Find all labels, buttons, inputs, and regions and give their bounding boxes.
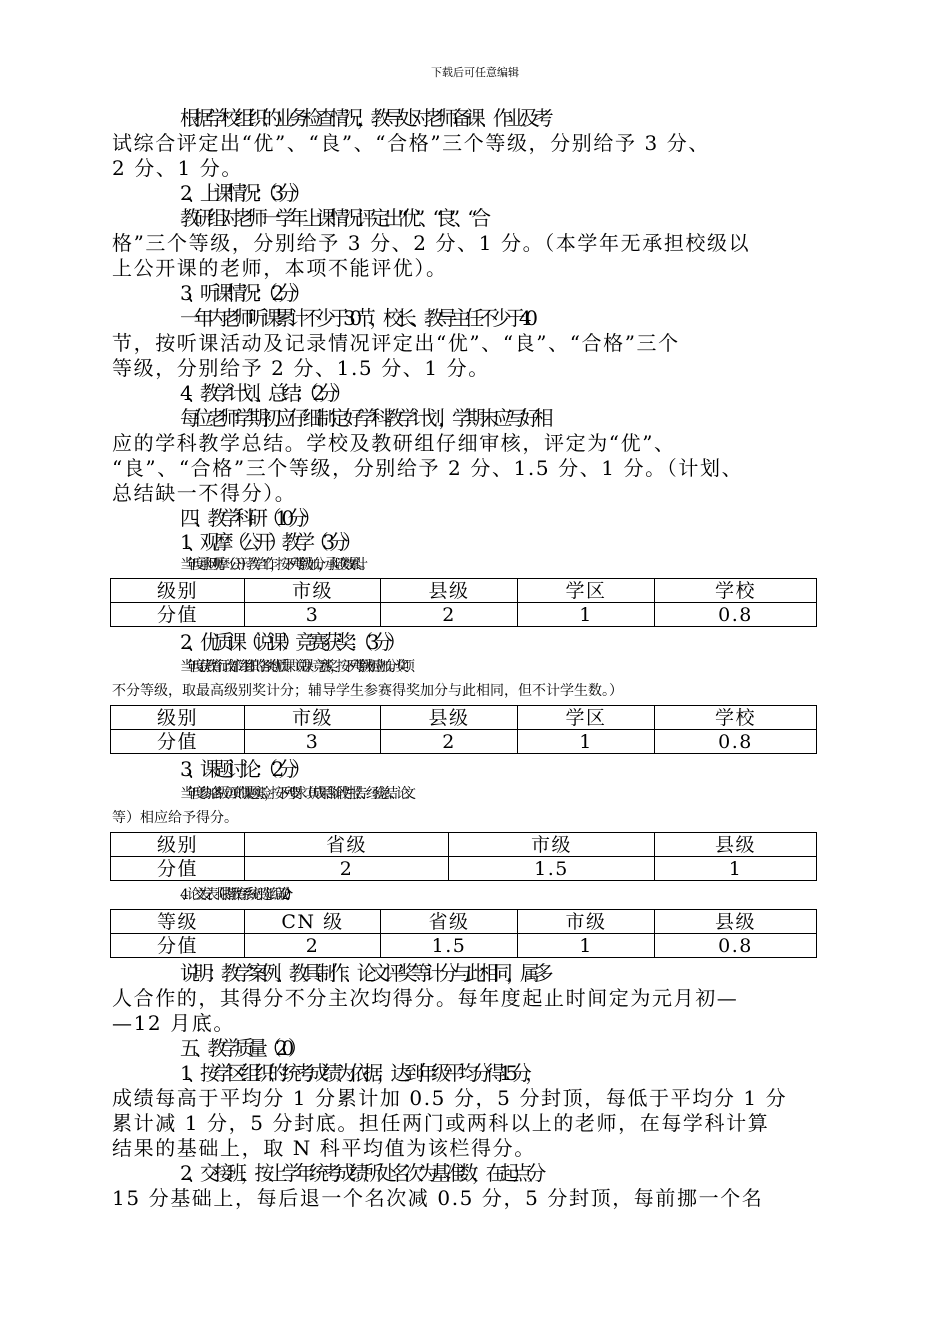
paragraph-line: 成绩每高于平均分 1 分累计加 0.5 分，5 分封顶，每低于平均分 1 分 [112,1086,788,1110]
section-heading: 四、教学科研（10 分） [180,506,316,530]
paragraph-line: “良”、“合格”三个等级，分别给予 2 分、1.5 分、1 分。（计划、 [112,456,744,480]
paragraph-line: 人合作的，其得分不分主次均得分。每年度起止时间定为元月初— [112,986,739,1010]
table-cell: 县级 [381,579,518,603]
table-cell: 县级 [381,706,518,730]
paragraph-line: 一年内老师听课累计不少于 30 节，校长、教导主任不少于 40 [180,306,532,330]
table-cell: 2 [381,603,518,627]
note-line: 等）相应给予得分。 [112,810,238,826]
table-cell: 2 [381,730,518,754]
paragraph-line: 说明：教学案例、教具制作、论文评奖等计分与此相同，属多 [180,961,548,985]
table-cell: CN 级 [245,910,381,934]
paragraph-line: 2 分、1 分。 [112,156,243,180]
paragraph-line: 2、交接班，按上学年统考成绩所处名次为基准数，在起点分 [180,1161,540,1185]
table-cell: 市级 [245,706,381,730]
table-cell: 分值 [111,857,245,881]
paragraph-line: 应的学科教学总结。学校及教研组仔细审核，评定为“优”、 [112,431,676,455]
paragraph-line: 试综合评定出“优”、“良”、“合格”三个等级，分别给予 3 分、 [112,131,710,155]
note-line: 当年度参加各级立项的课题实验，按下列要求（其成果含阶段性报告、经验总结、论文 [180,786,408,802]
score-table-quality-class [110,705,817,754]
table-cell: 县级 [655,833,817,857]
table-cell: 分值 [111,603,245,627]
paragraph-line: 15 分基础上，每后退一个名次减 0.5 分，5 分封顶，每前挪一个名 [112,1186,764,1210]
table-cell: 1 [518,730,655,754]
table-cell: 市级 [449,833,655,857]
table-cell: 2 [245,857,449,881]
table-cell: 等级 [111,910,245,934]
paragraph-line: 每位老师学期初应仔细制定好学科教学计划，学期末应写好相 [180,406,548,430]
score-table-paper [110,909,817,958]
table-cell: 2 [245,934,381,958]
table-cell: 1.5 [381,934,518,958]
paragraph-line: —12 月底。 [112,1011,236,1035]
paragraph-line: 累计减 1 分，5 分封底。担任两门或两科以上的老师，在每学科计算 [112,1111,770,1135]
section-heading: 五、教学质量（20） [180,1036,302,1060]
table-row [111,603,817,627]
table-row [111,730,817,754]
table-cell: 省级 [381,910,518,934]
paragraph-line: 节，按听课活动及记录情况评定出“优”、“良”、“合格”三个 [112,331,680,355]
note-line: 当年度承担观摩（公开）教学工作，按下列等级加分，承担次数累计。 [180,557,366,573]
table-row [111,857,817,881]
section-heading: 2、优质课（说课）竞赛获奖：（3 分） [180,630,401,654]
table-cell: 学区 [518,579,655,603]
paragraph-line: 教研组对老师一学年上课情况评定出“优”、“良”、“合 [180,206,485,230]
table-cell: 1 [518,934,655,958]
paragraph-line: 结果的基础上，取 N 科平均值为该栏得分。 [112,1136,536,1160]
score-table-observation [110,578,817,627]
table-cell: 市级 [518,910,655,934]
paragraph-line: 1、按学区组织的统考成绩为依据，达到年级平均分得 15 分， [180,1061,539,1085]
table-cell: 分值 [111,934,245,958]
table-cell: 学区 [518,706,655,730]
table-cell: 级别 [111,579,245,603]
table-cell: 0.8 [655,603,817,627]
table-cell: 分值 [111,730,245,754]
table-cell: 1 [655,857,817,881]
table-cell: 1 [518,603,655,627]
table-cell: 学校 [655,706,817,730]
table-header-row [111,579,817,603]
paragraph-line: 格”三个等级，分别给予 3 分、2 分、1 分。（本学年无承担校级以 [112,231,751,255]
table-cell: 县级 [655,910,817,934]
table-cell: 学校 [655,579,817,603]
paragraph-line: 总结缺一不得分）。 [112,481,297,505]
table-cell: 省级 [245,833,449,857]
table-cell: 级别 [111,706,245,730]
table-cell: 0.8 [655,934,817,958]
paragraph-line: 根据学校组织的业务检查情况，教导处对老师备课、作业及考 [180,106,548,130]
paragraph-line: 上公开课的老师，本项不能评优）。 [112,256,448,280]
score-table-research [110,832,817,881]
note-line: 不分等级，取最高级别奖计分；辅导学生参赛得奖加分与此相同，但不计学生数。） [112,683,623,699]
page-header: 下载后可任意编辑 [431,66,519,79]
paragraph-line: 等级，分别给予 2 分、1.5 分、1 分。 [112,356,490,380]
table-cell: 级别 [111,833,245,857]
table-header-row [111,706,817,730]
table-header-row [111,910,817,934]
table-row [111,934,817,958]
note-line: 当年度获教育行政部门组织的各类优质课（说课）竞赛奖，按下列等级相应加分。（奖项 [180,659,407,675]
section-heading: 3、课题讨论：（2 分） [180,757,306,781]
table-cell: 0.8 [655,730,817,754]
table-cell: 3 [245,603,381,627]
table-cell: 1.5 [449,857,655,881]
table-cell: 市级 [245,579,381,603]
section-heading: 1、观摩（公开）教学（3 分） [180,530,356,554]
section-heading: 4、教学计划、总结：（2 分） [180,381,346,405]
section-heading-small: 4、论文发表（限指教育系统评选汇编）（2 分） [180,887,292,903]
table-cell: 3 [245,730,381,754]
table-header-row [111,833,817,857]
section-heading: 2、上课情况：（3 分） [180,181,306,205]
section-heading: 3、听课情况：（2 分） [180,281,306,305]
